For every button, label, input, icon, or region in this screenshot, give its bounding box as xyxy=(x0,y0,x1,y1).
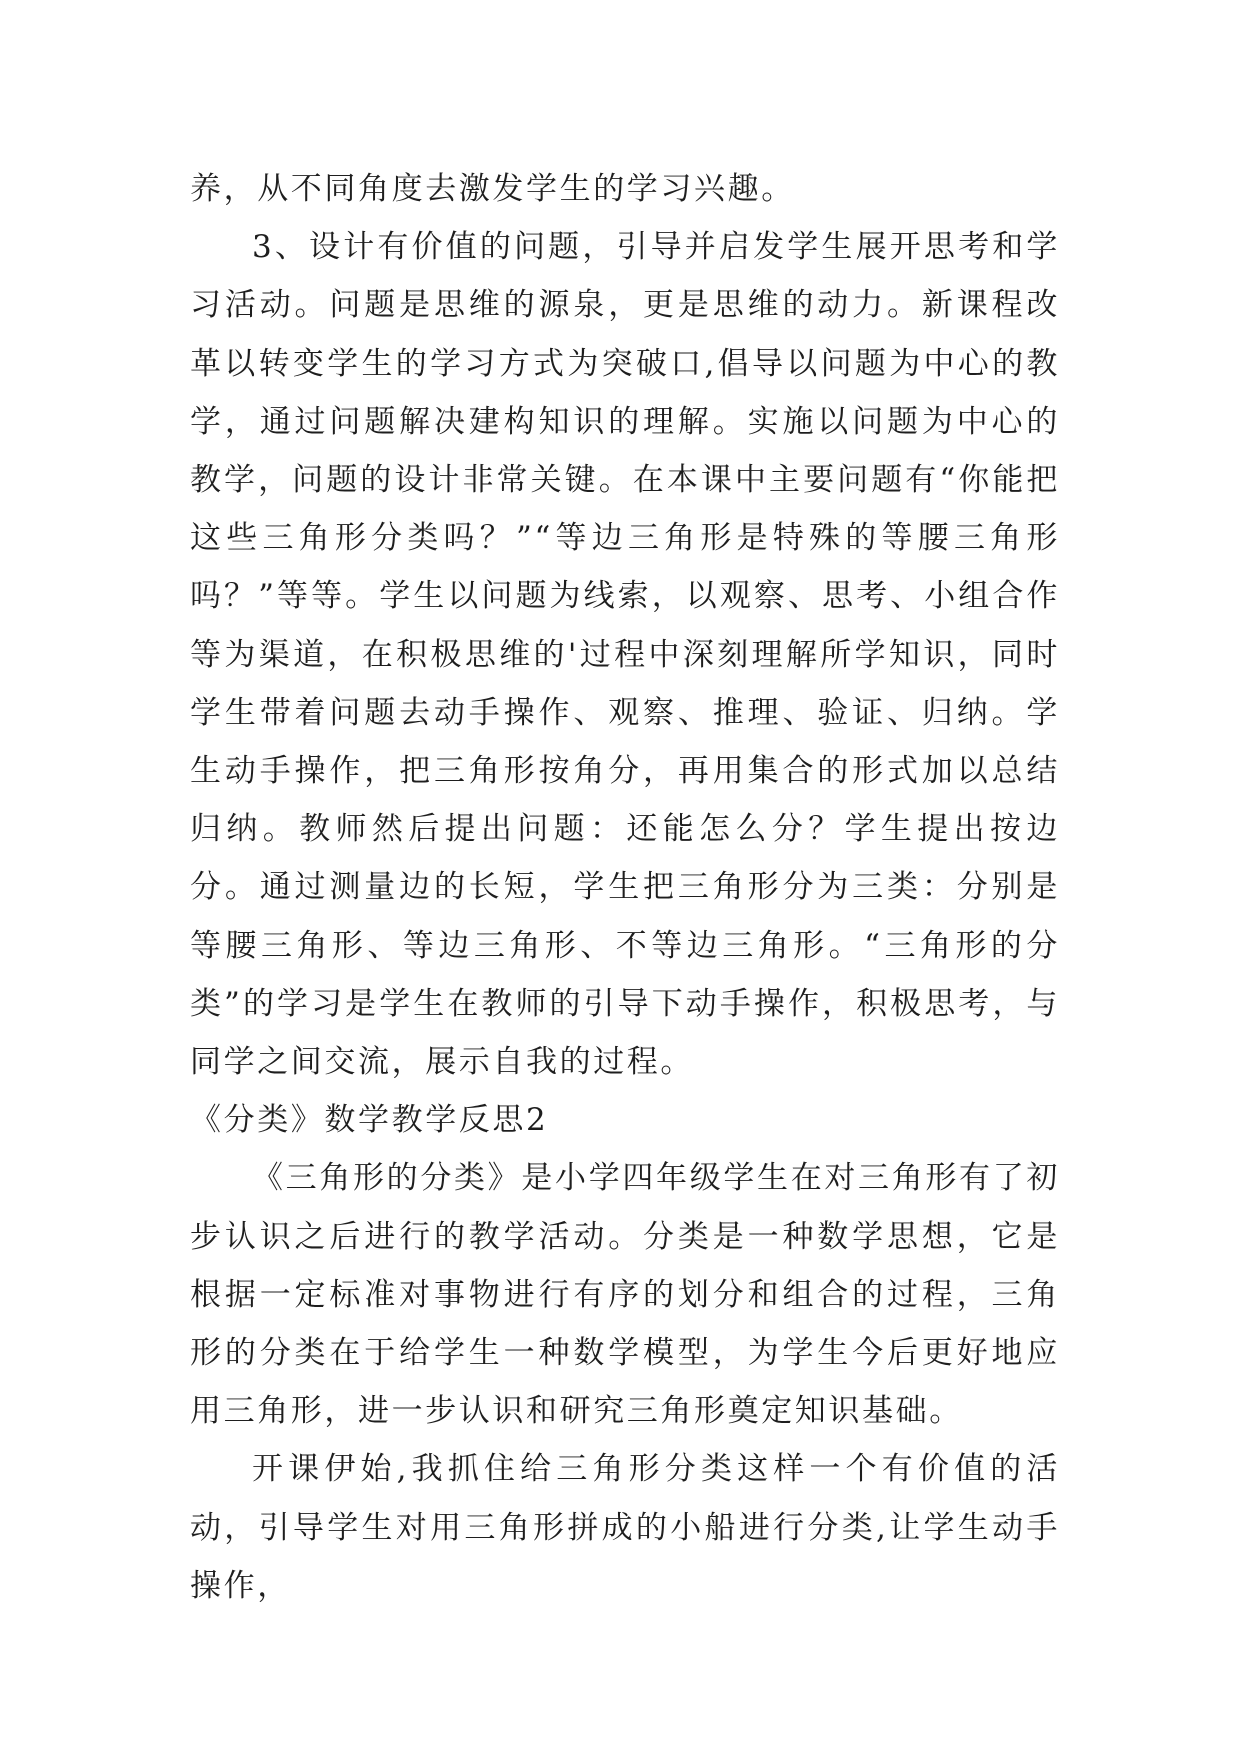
paragraph-continuation: 养，从不同角度去激发学生的学习兴趣。 xyxy=(190,171,795,207)
document-body xyxy=(190,160,1060,1615)
paragraph-question-design: 3、设计有价值的问题，引导并启发学生展开思考和学习活动。问题是思维的源泉，更是思维的动力。新课程改革以转变学生的学习方式为突破口,倡导以问题为中心的教学，通过问题解决建构知识的理解。实施以问题为中心的教学，问题的设计非常关键。在本课中主要问题有“你能把这些三角形分类吗？”“等边三角形是特殊的等腰三角形吗？”等等。学生以问题为线索，以观察、思考、小组合作等为渠道，在积极思维的'过程中深刻理解所学知识，同时学生带着问题去动手操作、观察、推理、验证、归纳。学生动手操作，把三角形按角分，再用集合的形式加以总结归纳。教师然后提出问题：还能怎么分？学生提出按边分。通过测量边的长短，学生把三角形分为三类：分别是等腰三角形、等边三角形、不等边三角形。“三角形的分类”的学习是学生在教师的引导下动手操作，积极思考，与同学之间交流，展示自我的过程。 xyxy=(190,229,1060,1081)
paragraph-opening: 开课伊始,我抓住给三角形分类这样一个有价值的活动，引导学生对用三角形拼成的小船进行分类,让学生动手操作， xyxy=(190,1451,1060,1604)
section-heading: 《分类》数学教学反思2 xyxy=(190,1102,549,1139)
paragraph-intro: 《三角形的分类》是小学四年级学生在对三角形有了初步认识之后进行的教学活动。分类是一种数学思想，它是根据一定标准对事物进行有序的划分和组合的过程，三角形的分类在于给学生一种数学模型，为学生今后更好地应用三角形，进一步认识和研究三角形奠定知识基础。 xyxy=(190,1160,1060,1430)
